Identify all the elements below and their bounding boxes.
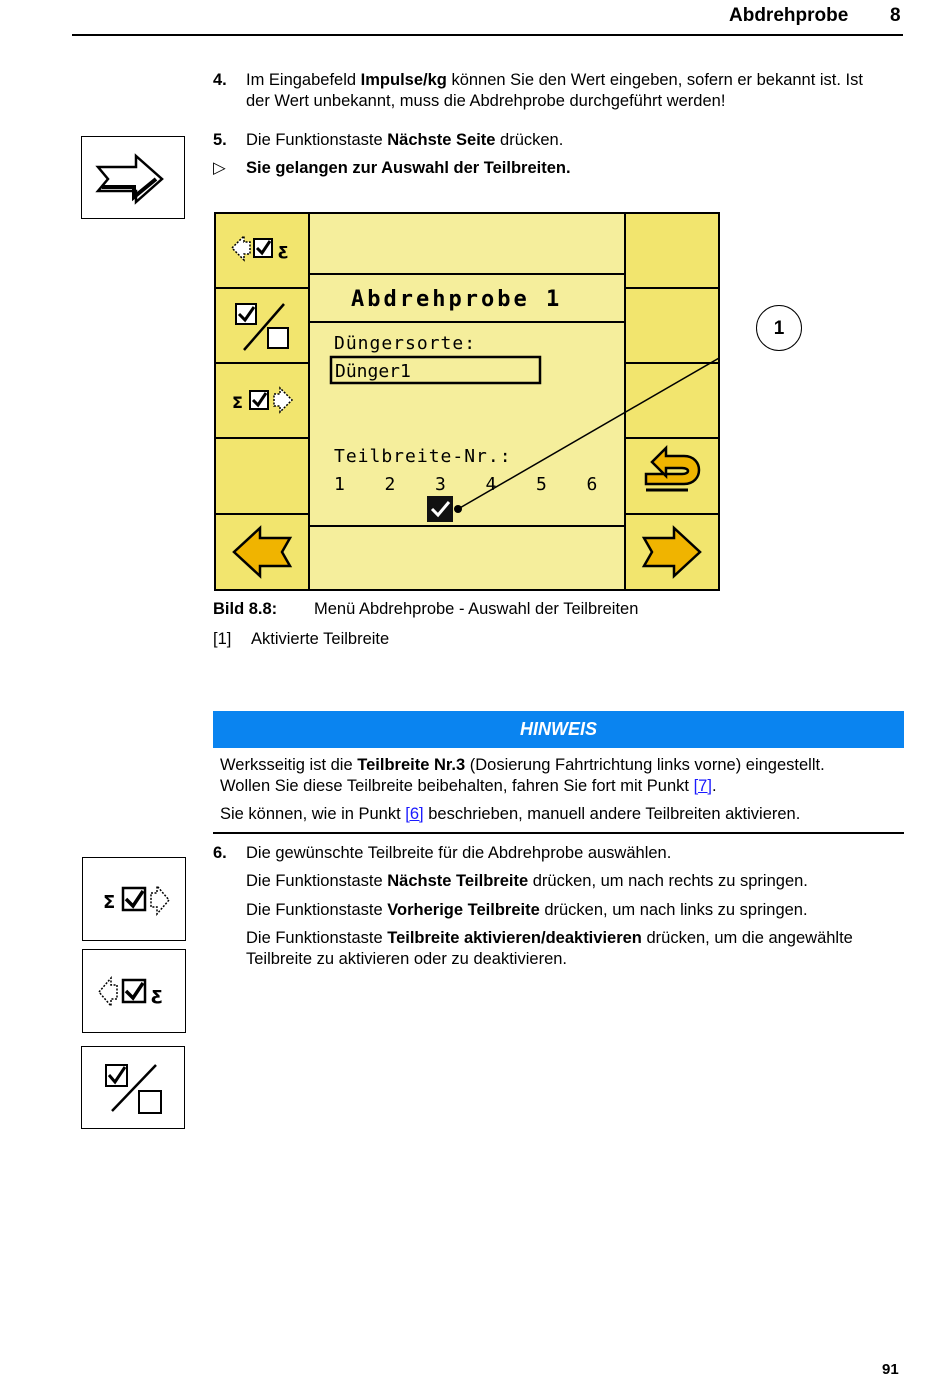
- next-page-key-icon: [81, 136, 185, 219]
- note-l3-a: Sie können, wie in Punkt: [220, 805, 406, 823]
- toggle-width-key-icon: [81, 1046, 185, 1129]
- link-step-6[interactable]: [6]: [405, 805, 424, 823]
- step-6-p2-a: Die Funktionstaste: [246, 901, 388, 919]
- terminal-graphic: [214, 212, 720, 592]
- step-5-text-b: drücken.: [495, 131, 564, 149]
- callout-dot: [454, 505, 462, 513]
- prev-width-key-icon: [82, 949, 186, 1033]
- step-6-p2-b: drücken, um nach links zu springen.: [539, 901, 808, 919]
- step-6-p1: [246, 871, 808, 892]
- page-number: 91: [882, 1361, 899, 1378]
- width-number-5: 5: [536, 474, 547, 495]
- step-4-bold: Impulse/kg: [360, 71, 447, 89]
- step-6-p1-b: drücken, um nach rechts zu springen.: [528, 872, 808, 890]
- width-number-4: 4: [485, 474, 497, 495]
- step-6-p3-b: drücken, um die angewählte: [641, 929, 853, 947]
- step-6-p3-c: Teilbreite zu aktivieren oder zu deaktivieren.: [246, 950, 568, 968]
- link-step-7[interactable]: [7]: [693, 777, 712, 795]
- active-width-checkbox[interactable]: [427, 496, 453, 522]
- step-6-p3: [246, 928, 916, 970]
- step-4-text-b: können Sie den Wert eingeben, sofern er bekannt ist. Ist: [446, 71, 863, 89]
- step-6-p2: [246, 900, 808, 921]
- step-5-text-a: Die Funktionstaste: [246, 131, 388, 149]
- note-l1-a: Werksseitig ist die: [220, 756, 358, 774]
- svg-text:Σ: Σ: [103, 892, 116, 913]
- fertilizer-value: Dünger1: [335, 361, 411, 382]
- svg-text:ƹ: ƹ: [151, 984, 163, 1005]
- terminal-screen: [214, 212, 720, 592]
- next-width-key-icon: [82, 857, 186, 941]
- note-body-2: [220, 804, 910, 825]
- width-number-3: 3: [435, 474, 446, 495]
- step-6-number: 6.: [213, 844, 227, 862]
- header-divider: [72, 34, 903, 36]
- note-l3-b: beschrieben, manuell andere Teilbreiten aktivieren.: [423, 805, 801, 823]
- header-chapter: 8: [890, 5, 901, 26]
- step-6-text: Die gewünschte Teilbreite für die Abdrehprobe auswählen.: [246, 844, 672, 862]
- note-banner: HINWEIS: [213, 711, 904, 748]
- step-4-text-c: der Wert unbekannt, muss die Abdrehprobe durchgeführt werden!: [246, 92, 726, 110]
- result-marker: ▷: [213, 159, 226, 177]
- width-label: Teilbreite-Nr.:: [334, 446, 512, 467]
- figure-label: Bild 8.8:: [213, 600, 278, 618]
- svg-text:ƹ: ƹ: [278, 240, 289, 259]
- header-title: Abdrehprobe: [729, 5, 849, 26]
- step-5-text: [246, 130, 563, 151]
- screen-title: Abdrehprobe 1: [351, 287, 563, 312]
- step-5-bold: Nächste Seite: [387, 131, 496, 149]
- note-l1-b: (Dosierung Fahrtrichtung links vorne) eingestellt.: [465, 756, 825, 774]
- width-number-2: 2: [384, 474, 396, 495]
- prev-width-softkey-icon: [232, 236, 288, 260]
- step-6-p2-bold: Vorherige Teilbreite: [387, 901, 540, 919]
- note-l1-bold: Teilbreite Nr.3: [357, 756, 466, 774]
- step-5-number: 5.: [213, 131, 227, 149]
- step-5-result: Sie gelangen zur Auswahl der Teilbreiten.: [246, 159, 571, 177]
- step-4-text-a: Im Eingabefeld: [246, 71, 361, 89]
- width-number-6: 6: [586, 474, 598, 495]
- note-body: [220, 755, 910, 797]
- legend-text: Aktivierte Teilbreite: [251, 630, 390, 648]
- fertilizer-label: Düngersorte:: [334, 333, 477, 354]
- svg-text:Σ: Σ: [232, 393, 243, 412]
- figure-caption: Menü Abdrehprobe - Auswahl der Teilbreiten: [314, 600, 639, 618]
- step-4-number: 4.: [213, 71, 227, 89]
- step-4-text: [246, 70, 906, 112]
- width-number-1: 1: [334, 474, 345, 495]
- note-divider: [213, 832, 904, 834]
- legend-number: [1]: [213, 630, 232, 648]
- step-6-p3-bold: Teilbreite aktivieren/deaktivieren: [387, 929, 642, 947]
- callout-circle: 1: [756, 305, 802, 351]
- note-l2-b: .: [711, 777, 717, 795]
- step-6-p1-a: Die Funktionstaste: [246, 872, 388, 890]
- step-6-p3-a: Die Funktionstaste: [246, 929, 388, 947]
- note-l2-a: Wollen Sie diese Teilbreite beibehalten, fahren Sie fort mit Punkt: [220, 777, 694, 795]
- step-6-p1-bold: Nächste Teilbreite: [387, 872, 529, 890]
